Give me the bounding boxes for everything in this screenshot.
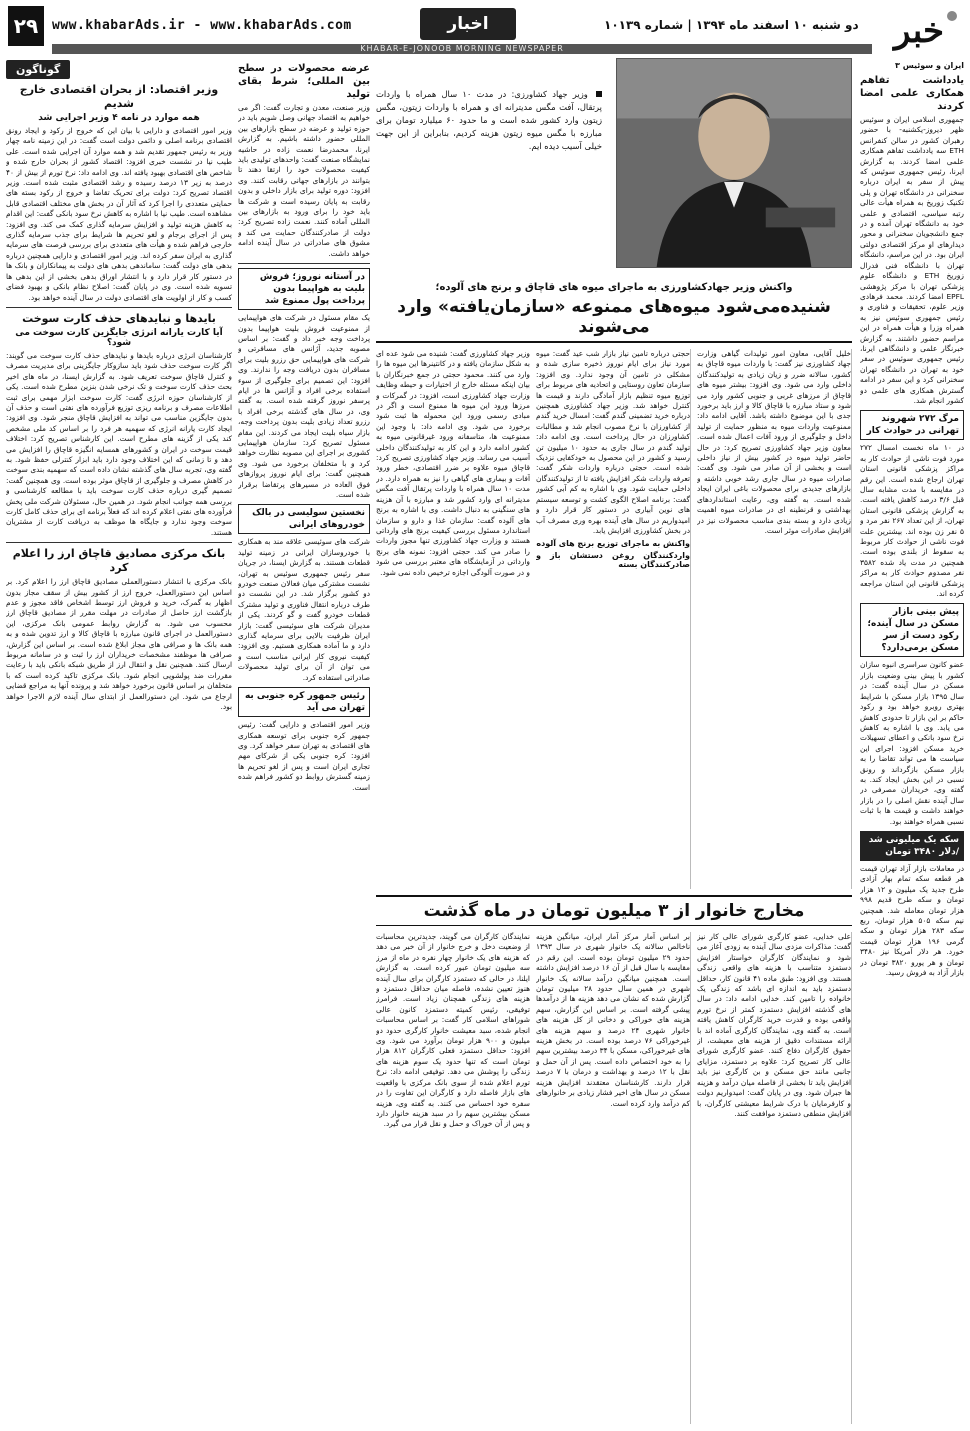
site-url[interactable]: www.khabarAds.ir - www.khabarAds.com	[52, 18, 352, 33]
second-headline: مخارج خانوار از ۳ میلیون تومان در ماه گذشت	[376, 895, 852, 926]
photo-caption	[376, 88, 602, 153]
l2-title4: رئیس جمهور کره جنوبی به تهران می آید	[238, 687, 370, 717]
l2-body4: وزیر امور اقتصادی و دارایی گفت: رئیس جمهور کره جنوبی برای توسعه همکاری های اقتصادی به تهران سفر خواهد کرد. وی افزود: کره جنوبی یکی از شرکای مهم تجاری ایران است و پس از لغو تحریم ها زمینه گسترش روابط دو کشور فراهم شده است.	[238, 720, 370, 792]
newspaper-strip: KHABAR-E-JONOOB MORNING NEWSPAPER	[52, 44, 872, 54]
l1-title2: بایدها و نبایدهای حذف کارت سوخت	[22, 311, 216, 325]
l1-sub2: آیا کارت یارانه انرژی جایگزین کارت سوخت می شود؟	[15, 327, 223, 348]
photo-caption-text: وزیر جهاد کشاورزی: در مدت ۱۰ سال همراه با واردات پرتقال، آفت مگس مدیترانه ای و همراه با واردات زیتون، مگس زیتون وارد کشور شده است و ما حدود ۶۰ میلیارد تومان برای مبارزه با مگس میوه زیتون هزینه کردیم، بنابراین از این جهت خیلی آسیب دیده ایم.	[376, 89, 602, 151]
section-tag-label: گوناگون	[6, 60, 70, 79]
lead-article	[376, 349, 852, 889]
masthead	[8, 6, 962, 52]
l2-body3: شرکت های سوئیسی علاقه مند به همکاری با خودروسازان ایرانی در زمینه تولید قطعات هستند. به گزارش ایسنا، در جریان سفر رئیس جمهوری سوئیس به تهران، نشست مشترکی میان فعالان صنعت خودرو دو کشور برگزار شد. در این نشست دو طرف درباره انتقال فناوری و تولید مشترک قطعات خودرو گفت و گو کردند. یکی از مدیران شرکت های سوئیسی گفت: بازار ایران ظرفیت بالایی برای سرمایه گذاری دارد و ما آماده همکاری هستیم. وی افزود: کیفیت نیروی کار ایرانی مناسب است و می توان از آن برای تولید محصولات صادراتی استفاده کرد.	[238, 537, 370, 682]
logo-mark	[876, 4, 962, 52]
section-tag	[6, 60, 232, 79]
portrait-illustration	[617, 59, 851, 267]
lead-col-2	[536, 349, 691, 889]
box2-title: مرگ ۲۷۲ شهروند تهرانی در حوادث کار	[860, 410, 964, 440]
l1-title1: وزیر اقتصاد: از بحران اقتصادی خارج شدیم	[19, 83, 219, 110]
lead-kicker: واکنش وزیر جهادکشاورزی به ماجرای میوه های قاچاق و برنج های آلوده؛	[435, 282, 793, 293]
second-col-2	[536, 932, 691, 1424]
l1-body1: وزیر امور اقتصادی و دارایی با بیان این که خروج از رکود و ایجاد رونق اقتصادی برنامه اصلی و دائمی دولت است گفت: در این زمینه نامه چهار وزیر به رئیس جمهور تقدیم شد و همه موارد آن اجرایی شده است. علی طیب نیا در نشست خبری افزود: اقتصاد کشور از بحران خارج شده و شاخص های اقتصادی بهبود یافته اند. وی ادامه داد: نرخ تورم از بیش از ۴۰ درصد به زیر ۱۳ درصد رسیده و رشد اقتصادی مثبت شده است. وزیر اقتصاد تصریح کرد: دولت برای تحریک تقاضا و خروج از رکود بسته های حمایتی متعددی را اجرا کرد که آثار آن در بخش های مختلف اقتصادی قابل مشاهده است. طیب نیا با اشاره به کاهش نرخ سود بانکی گفت: این اقدام به کاهش هزینه تولید و افزایش سرمایه گذاری کمک می کند. وی افزود: پس از اجرای برجام و لغو تحریم ها شرایط برای جذب سرمایه گذاری خارجی فراهم شده و هیأت های متعددی برای بررسی فرصت های سرمایه گذاری به ایران سفر کرده اند. وزیر امور اقتصادی و دارایی همچنین درباره بدهی های دولت گفت: ساماندهی بدهی های دولت به پیمانکاران و بانک ها در دستور کار قرار دارد و با انتشار اوراق بدهی بخشی از این بدهی ها تسویه شده است. وی در پایان گفت: اصلاح نظام بانکی و بهبود فضای کسب و کار از اولویت های اقتصادی دولت در سال آینده خواهد بود.	[6, 126, 232, 302]
box1-body: جمهوری اسلامی ایران و سوئیس ظهر دیروز-یکشنبه- با حضور رهبران کشور در سالن کنفرانس ETH سه یادداشت تفاهم همکاری علمی امضا کردند. به گزارش ایرنا، رئیس جمهوری سوئیس که پیش از سفر به ایران درباره سخنرانی در دانشگاه تهران و پلی تکنیک زوریخ به همراه هیأت عالی رتبه سیاسی، اقتصادی و علمی خود به دانشگاه تهران آمده و در جمع دانشجویان سخنرانی و محور دیدارهای او مرکز اقتصادی دولتی ایران بود. در این مراسم، دانشگاه تهران با دانشگاه فنی فدرال زوریخ ETH و دانشگاه علوم پزشکی تهران با مرکز پژوهشی EPFL امضا کردند. محمد فرهادی وزیر علوم، تحقیقات و فناوری و رئیس جمهوری سوئیس نیز به همراه وزرا و هیأت همراه در این مراسم حضور داشتند. به گزارش خبرنگار علمی و دانشگاهی ایرنا، رئیس جمهوری سوئیس در سفر خود به تهران در دانشگاه تهران سخنرانی کرد و این سفر در ادامه گسترش همکاری های علمی دو کشور انجام شد.	[860, 115, 964, 405]
l1-title3: بانک مرکزی مصادیق قاچاق ارز را اعلام کرد	[12, 547, 226, 575]
lead-col-2-subhead: واکنش به ماجرای توزیع برنج های آلوده	[536, 539, 690, 549]
lead-headline: شنیده‌می‌شود میوه‌های ممنوعه «سازمان‌یافته» وارد می‌شوند	[376, 297, 852, 343]
lead-col-2-text: حجتی درباره تامین نیاز بازار شب عید گفت: میوه مورد نیاز برای ایام نوروز ذخیره سازی شده و مشکلی در تامین آن وجود ندارد. وی افزود: سازمان تعاون روستایی و اتحادیه های مربوط برای توزیع میوه تنظیم بازار آمادگی دارند و قیمت ها کنترل خواهد شد. وزیر جهاد کشاورزی همچنین درباره خرید تضمینی گندم گفت: امسال خرید گندم از کشاورزان با نرخ مصوب انجام شد و مطالبات کشاورزان در حال پرداخت است. وی ادامه داد: تولید گندم در سال جاری به حدود ۱۰ میلیون تن رسید و کشور در این محصول به خودکفایی نزدیک شده است. حجتی درباره واردات شکر گفت: تعرفه واردات شکر افزایش یافته تا از تولیدکنندگان داخلی حمایت شود. وی با اشاره به کم آبی کشور گفت: برنامه اصلاح الگوی کشت و توسعه سیستم های نوین آبیاری در دستور کار قرار دارد و امیدواریم در سال های آینده بهره وری مصرف آب در بخش کشاورزی افزایش یابد.	[536, 349, 690, 535]
divider	[238, 263, 370, 264]
l2-title3: نخستین سولیسی در بالک خودروهای ایرانی	[238, 504, 370, 534]
lead-col-3-text: وزیر جهاد کشاورزی گفت: شنیده می شود عده ای به شکل سازمان یافته و در کانتینرها این میوه ها را وارد می کنند. محمود حجتی در جمع خبرنگاران با بیان اینکه مسئله خارج از اختیارات و حیطه وظایف وزارت جهاد کشاورزی است، افزود: در گمرکات و مرزها ورود این میوه ها ممنوع است و اگر در مبادی رسمی ورود این محموله ها ثبت شود برخورد می شود. وی ادامه داد: با وجود این ممنوعیت ها، متاسفانه ورود غیرقانونی میوه به کشور ادامه دارد و این کار به تولیدکنندگان داخلی آسیب می رساند. وزیر جهاد کشاورزی تصریح کرد: قاچاق میوه علاوه بر ضرر اقتصادی، خطر ورود آفات و بیماری های گیاهی را نیز به همراه دارد. در مدت ۱۰ سال همراه با واردات پرتقال آفت مگس مدیترانه ای وارد کشور شد و مبارزه با آن هزینه های سنگینی به دنبال داشت. وی با اشاره به برنج های آلوده گفت: سازمان غذا و دارو و سازمان استاندارد مسئول بررسی کیفیت برنج های وارداتی هستند و وزارت جهاد کشاورزی تنها مجوز واردات را صادر می کند. حجتی افزود: نمونه های برنج وارداتی در آزمایشگاه های معتبر بررسی می شود و در صورت آلودگی اجازه ترخیص داده نمی شود.	[376, 349, 530, 577]
left-narrow-column	[238, 58, 370, 1424]
second-col-3	[376, 932, 530, 1424]
page-number: ۲۹	[8, 6, 44, 46]
second-article	[376, 932, 852, 1424]
lead-top	[376, 58, 852, 280]
right-column	[860, 58, 964, 1424]
lead-col-3-subhead: واردکنندگان روغن دستشان باز و صادرکنندگان بسته	[536, 551, 690, 570]
box4-body: در معاملات بازار آزاد تهران قیمت هر قطعه سکه تمام بهار آزادی طرح جدید یک میلیون و ۱۲ هزار تومان و سکه طرح قدیم ۹۹۸ هزار تومان معامله شد. همچنین نیم سکه ۵۰۵ هزار تومان، ربع سکه ۲۸۳ هزار تومان و سکه گرمی ۱۹۶ هزار تومان قیمت خورد. هر دلار آمریکا نیز ۳۴۸۰ تومان و هر یورو ۳۸۲۰ تومان در بازار آزاد به فروش رسید.	[860, 863, 964, 978]
divider	[6, 542, 232, 543]
lead-col-1-text: خلیل آقایی، معاون امور تولیدات گیاهی وزارت جهاد کشاورزی نیز گفت: با واردات میوه قاچاق به کشور، سالانه ضرر و زیان زیادی به تولیدکنندگان داخلی وارد می شود. وی افزود: بیشتر میوه های قاچاق از مرزهای غربی و جنوبی کشور وارد می شود و ستاد مبارزه با قاچاق کالا و ارز باید برخورد جدی با این موضوع داشته باشد. آقایی ادامه داد: ممنوعیت واردات میوه به منظور حمایت از تولید داخل و جلوگیری از ورود آفات اعمال شده است. معاون وزیر جهاد کشاورزی تصریح کرد: در حال حاضر تولید میوه در کشور بیش از نیاز داخلی است و بخشی از آن صادر می شود. وی گفت: صادرات میوه در سال جاری رشد خوبی داشته و بازارهای جدیدی برای محصولات باغی ایران ایجاد شده است. به گفته وی، رعایت استانداردهای بهداشتی و قرنطینه ای در صادرات میوه اهمیت زیادی دارد و بسته بندی مناسب محصولات نیز در افزایش صادرات موثر است.	[697, 349, 851, 535]
box4-title: سکه یک میلیونی شد /دلار ۳۴۸۰ تومان	[860, 831, 964, 861]
box3-body: عضو کانون سراسری انبوه سازان کشور با پیش بینی وضعیت بازار مسکن در سال آینده گفت: در سال ۱۳۹۵ بازار مسکن با شرایط بهتری روبرو خواهد بود و رکود حاکم بر این بازار تا حدودی کاهش می یابد. وی با اشاره به کاهش نرخ سود بانکی و اعطای تسهیلات خرید مسکن افزود: اجرای این سیاست ها می تواند تقاضا را به بازار مسکن بازگرداند و رونق نسبی در این بخش ایجاد کند. به گفته وی، خریداران مصرفی در سال آینده نقش اصلی را در بازار خواهند داشت و قیمت ها با ثبات نسبی همراه خواهند بود.	[860, 660, 964, 826]
second-col-1-text: علی خدایی، عضو کارگری شورای عالی کار نیز گفت: مذاکرات مزدی سال آینده به زودی آغاز می شود و نمایندگان کارگران خواستار افزایش دستمزد متناسب با هزینه های واقعی زندگی هستند. وی افزود: طبق ماده ۴۱ قانون کار، حداقل دستمزد باید به اندازه ای باشد که زندگی یک خانواده را تامین کند. خدایی ادامه داد: در سال های گذشته افزایش دستمزد کمتر از نرخ تورم واقعی بوده و قدرت خرید کارگران کاهش یافته است. به گفته وی، نمایندگان کارگری آماده اند با ارائه مستندات دقیق از هزینه های معیشت، از حقوق کارگران دفاع کنند. عضو کارگری شورای عالی کار تصریح کرد: علاوه بر دستمزد، مزایای جانبی مانند حق مسکن و بن کارگری نیز باید افزایش یابد تا بخشی از فاصله میان درآمد و هزینه ها جبران شود. وی در پایان گفت: امیدواریم دولت و کارفرمایان با درک شرایط معیشتی کارگران، با افزایش منطقی دستمزد موافقت کنند.	[697, 932, 851, 1118]
box1-title: یادداشت تفاهم همکاری علمی امضا کردند	[860, 75, 964, 112]
left-wide-column	[6, 58, 232, 1424]
second-col-2-text: بر اساس آمار مرکز آمار ایران، میانگین هزینه ناخالص سالانه یک خانوار شهری در سال ۱۳۹۳ حدود ۲۹ میلیون تومان بوده است. این رقم در مقایسه با سال قبل از آن ۱۶ درصد افزایش داشته است. همچنین میانگین درآمد سالانه یک خانوار شهری در همین سال حدود ۲۸ میلیون تومان گزارش شده که نشان می دهد هزینه ها از درآمدها پیشی گرفته است. بر اساس این گزارش، سهم هزینه های خوراکی و دخانی از کل هزینه های خانوار شهری ۲۴ درصد و سهم هزینه های غیرخوراکی ۷۶ درصد بوده است. در بخش هزینه های غیرخوراکی، مسکن با ۳۴ درصد بیشترین سهم را به خود اختصاص داده است. پس از آن حمل و نقل با ۱۲ درصد و بهداشت و درمان با ۷ درصد قرار دارند. کارشناسان معتقدند افزایش هزینه مسکن در سال های اخیر فشار زیادی بر خانوارهای کم درآمد وارد کرده است.	[536, 932, 691, 1108]
l1-body2: کارشناسان انرژی درباره بایدها و نبایدهای حذف کارت سوخت می گویند: اگر کارت سوخت حذف شود باید سازوکار جایگزینی برای مدیریت مصرف و کنترل قاچاق سوخت تعریف شود. به گزارش ایسنا، در ماه های اخیر بحث حذف کارت سوخت و تک نرخی شدن بنزین مطرح شده است. یکی از کارشناسان حوزه انرژی گفت: کارت سوخت ابزار مهمی برای ثبت اطلاعات مصرف و برنامه ریزی توزیع فرآورده های نفتی است و حذف آن بدون جایگزین مناسب می تواند به افزایش قاچاق منجر شود. وی افزود: ایجاد کارت یارانه انرژی که سهمیه هر فرد را بر اساس کد ملی مشخص کند یکی از گزینه های مطرح است. این کارشناس تصریح کرد: اختلاف قیمت سوخت در ایران و کشورهای همسایه انگیزه قاچاق را افزایش می دهد و تا زمانی که این اختلاف وجود دارد باید ابزار کنترلی حفظ شود. به گفته وی، تجربه سال های گذشته نشان داده است که سهمیه بندی سوخت در کاهش مصرف و جلوگیری از قاچاق موثر بوده است. وی همچنین گفت: تصمیم گیری درباره حذف کارت سوخت باید با مطالعه کارشناسی و بررسی همه جوانب انجام شود. در همین حال، مسئولان شرکت ملی پخش فرآورده های نفتی اعلام کرده اند که فعلاً برنامه ای برای حذف کامل کارت سوخت وجود ندارد و جایگاه ها موظف به دریافت کارت از مشتریان هستند.	[6, 350, 232, 537]
l1-sub1: همه موارد در نامه ۴ وزیر اجرایی شد	[38, 113, 200, 123]
section-tab: اخبار	[420, 8, 516, 40]
l2-body1: وزیر صنعت، معدن و تجارت گفت: اگر می خواهیم به اقتصاد جهانی وصل شویم باید در حوزه تولید و عرضه در سطح بازارهای بین المللی حضور داشته باشیم. به گزارش ایرنا، محمدرضا نعمت زاده در حاشیه نمایشگاه صنعت گفت: واحدهای تولیدی باید کیفیت محصولات خود را ارتقا دهند تا بتوانند در بازارهای جهانی رقابت کنند. وی افزود: دوره تولید برای بازار داخلی و بدون رقابت به پایان رسیده است و شرکت ها باید خود را برای ورود به بازارهای بین المللی آماده کنند. نعمت زاده تصریح کرد: دولت از صادرکنندگان حمایت می کند و مشوق های صادراتی در سال آینده ادامه خواهد داشت.	[238, 103, 370, 258]
logo-wordmark: خبر	[893, 11, 945, 51]
l1-body3: بانک مرکزی با انتشار دستورالعملی مصادیق قاچاق ارز را اعلام کرد. بر اساس این دستورالعمل، خروج ارز از کشور بیش از سقف مجاز بدون اظهار به گمرک، خرید و فروش ارز توسط اشخاص فاقد مجوز و عدم بازگشت ارز حاصل از صادرات در مهلت مقرر از مصادیق قاچاق ارز محسوب می شود. به گزارش روابط عمومی بانک مرکزی، این دستورالعمل در اجرای قانون مبارزه با قاچاق کالا و ارز تدوین شده و به همه بانک ها و صرافی های مجاز ابلاغ شده است. بر اساس این گزارش، صرافی ها موظفند مشخصات خریداران ارز را ثبت و در سامانه مربوط ارسال کنند. همچنین نقل و انتقال ارز از طریق شبکه بانکی باید با رعایت مقررات ضد پولشویی انجام شود. بانک مرکزی تاکید کرده است که با متخلفان بر اساس قانون برخورد خواهد شد و پرونده آنها به مراجع قضایی ارجاع می شود. این دستورالعمل از ابتدای سال آینده لازم الاجرا خواهد بود.	[6, 577, 232, 712]
l2-body2: یک مقام مسئول در شرکت های هواپیمایی از ممنوعیت فروش بلیت هواپیما بدون پرداخت وجه خبر داد و گفت: بر اساس مصوبه جدید، آژانس های مسافرتی و شرکت های هواپیمایی حق رزرو بلیت برای مسافران بدون دریافت وجه را ندارند. وی افزود: این تصمیم برای جلوگیری از سوء استفاده برخی افراد و آژانس ها در ایام پرسفر نوروز گرفته شده است. به گفته وی، در سال های گذشته برخی افراد با رزرو تعداد زیادی بلیت بدون پرداخت وجه، بازار سیاه بلیت ایجاد می کردند. این مقام مسئول تصریح کرد: سازمان هواپیمایی کشوری بر اجرای این مصوبه نظارت خواهد کرد و با متخلفان برخورد می شود. وی همچنین گفت: برای ایام نوروز پروازهای فوق العاده در مسیرهای پرتقاضا برقرار شده است.	[238, 313, 370, 499]
center-column	[376, 58, 852, 1424]
minister-photo	[616, 58, 852, 268]
issue-date: دو شنبه ۱۰ اسفند ماه ۱۳۹۴ | شماره ۱۰۱۳۹	[604, 18, 859, 32]
caption-bullet	[596, 91, 602, 97]
l2-title1: عرضه محصولات در سطح بین المللی؛ شرط بقای تولید	[238, 63, 370, 100]
newspaper-logo	[876, 4, 962, 52]
l2-title2: در آستانه نوروز؛ فروش بلیت به هواپیما بدون پرداخت پول ممنوع شد	[238, 268, 370, 310]
box2-body: در ۱۰ ماه نخست امسال ۲۷۲ مورد فوت ناشی از حوادث کار به مراکز پزشکی قانونی استان تهران ارجاع شده است. این رقم در مقایسه با مدت مشابه سال قبل ۳/۶ درصد کاهش یافته است. به گزارش پزشکی قانونی استان تهران، از این تعداد ۲۶۷ نفر مرد و ۵ نفر زن بوده اند. بیشترین علت فوت ناشی از حوادث کار مربوط به سقوط از بلندی بوده است. همچنین در مدت یاد شده ۳۵۸۲ نفر مصدوم حوادث کار به مراکز پزشکی قانونی این استان مراجعه کرده اند.	[860, 443, 964, 599]
box3-title: پیش بینی بازار مسکن در سال آینده؛ رکود دست از سر مسکن برمی‌دارد؟	[860, 603, 964, 657]
box1-kicker: ایران و سوئیس ۳	[895, 61, 964, 70]
lead-col-1	[697, 349, 852, 889]
lead-col-3	[376, 349, 530, 889]
divider	[6, 307, 232, 308]
second-col-3-text: نمایندگان کارگران می گویند، جدیدترین محاسبات از وضعیت دخل و خرج خانوار از آن خبر می دهد که هزینه های یک خانوار چهار نفره در ماه از مرز سه میلیون تومان عبور کرده است. به گزارش ایلنا، در حالی که دستمزد کارگران برای سال آینده هنوز تعیین نشده، فاصله میان حداقل دستمزد و هزینه های زندگی همچنان زیاد است. فرامرز توفیقی، رئیس کمیته دستمزد کانون عالی شوراهای اسلامی کار گفت: بر اساس محاسبات انجام شده، سبد معیشت خانوار کارگری حدود دو میلیون و ۹۰۰ هزار تومان برآورد می شود. وی افزود: حداقل دستمزد فعلی کارگران ۸۱۲ هزار تومان است که تنها حدود یک سوم هزینه های زندگی را پوشش می دهد. توفیقی ادامه داد: نرخ تورم اعلام شده از سوی بانک مرکزی با واقعیت های بازار فاصله دارد و کارگران این تفاوت را در سفره خود احساس می کنند. به گفته وی، هزینه مسکن بیشترین سهم را در سبد هزینه خانوار دارد و پس از آن خوراک و حمل و نقل قرار می گیرد.	[376, 932, 530, 1129]
second-col-1	[697, 932, 852, 1424]
